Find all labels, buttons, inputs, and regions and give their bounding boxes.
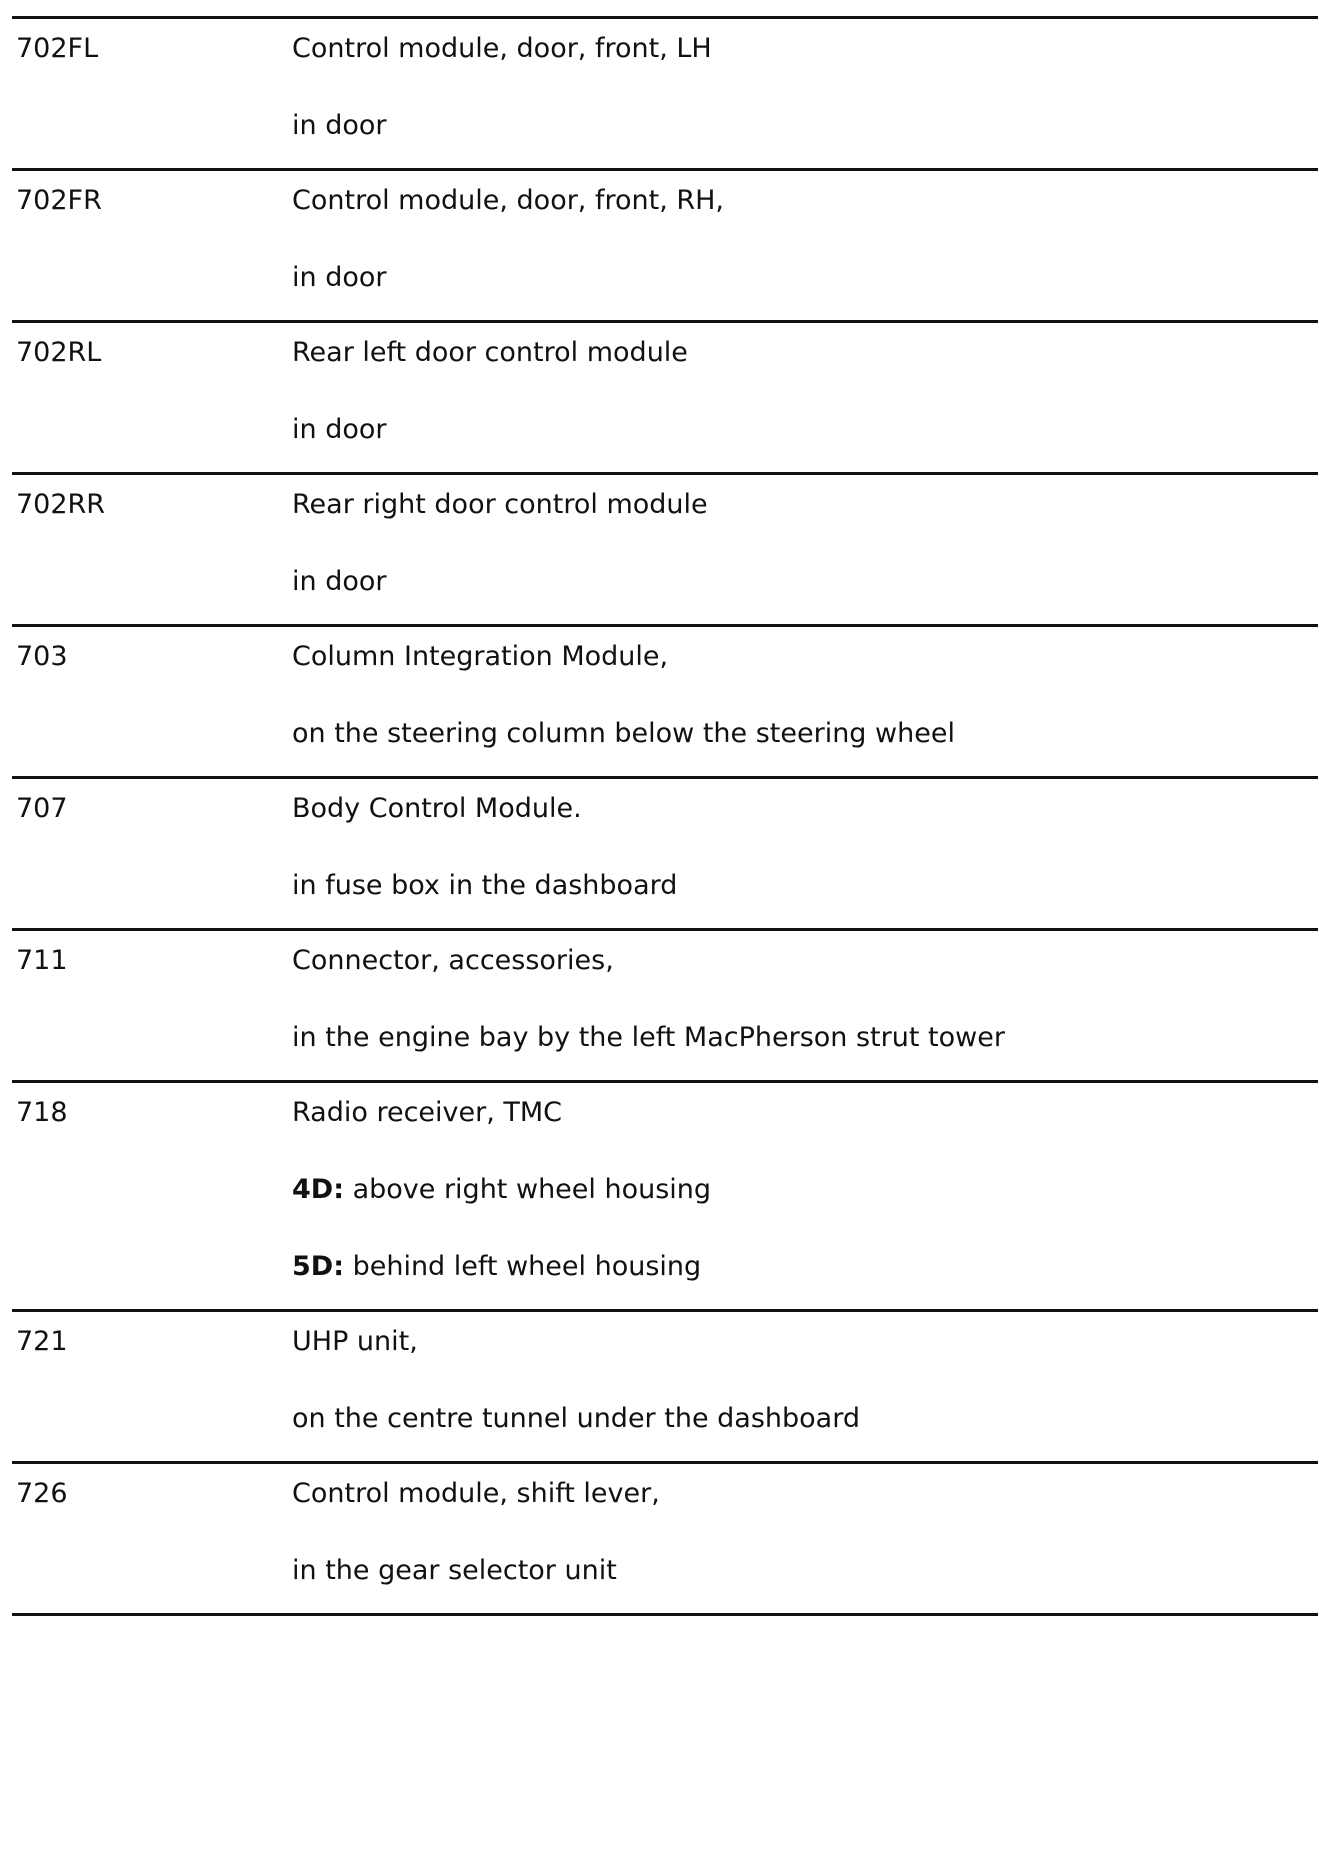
description-line: Rear left door control module <box>292 337 688 368</box>
description-line: Column Integration Module, <box>292 641 669 672</box>
location-line: 5D: behind left wheel housing <box>292 1251 702 1282</box>
location-line: in door <box>292 414 387 445</box>
location-line: in door <box>292 262 387 293</box>
table-row <box>12 1080 1318 1283</box>
table-row <box>12 1461 1318 1616</box>
description-line: Control module, door, front, RH, <box>292 185 725 216</box>
location-line: in door <box>292 110 387 141</box>
table-row <box>12 776 1318 902</box>
location-line: in the engine bay by the left MacPherson strut tower <box>292 1022 1005 1053</box>
component-code: 707 <box>16 793 68 824</box>
component-description <box>292 931 1318 1054</box>
component-code: 711 <box>16 945 68 976</box>
location-line: in door <box>292 566 387 597</box>
component-code: 702FR <box>16 185 102 216</box>
location-line: on the steering column below the steering wheel <box>292 718 955 749</box>
component-code: 702RR <box>16 489 106 520</box>
component-code: 718 <box>16 1097 68 1128</box>
table-row <box>12 1309 1318 1435</box>
component-description <box>292 171 1318 294</box>
table-row <box>12 168 1318 294</box>
table-row <box>12 624 1318 750</box>
table-row <box>12 16 1318 142</box>
component-description <box>292 1083 1318 1283</box>
component-code: 721 <box>16 1326 68 1357</box>
location-line: 4D: above right wheel housing <box>292 1174 712 1205</box>
variant-label-5d: 5D: <box>292 1251 344 1282</box>
location-line: in fuse box in the dashboard <box>292 870 678 901</box>
component-code: 703 <box>16 641 68 672</box>
component-description <box>292 627 1318 750</box>
component-description <box>292 323 1318 446</box>
description-line: Control module, door, front, LH <box>292 33 712 64</box>
location-line: in the gear selector unit <box>292 1555 617 1586</box>
variant-label-4d: 4D: <box>292 1174 344 1205</box>
component-code: 702FL <box>16 33 99 64</box>
table-row <box>12 472 1318 598</box>
table-row <box>12 928 1318 1054</box>
component-location-table <box>12 16 1318 1616</box>
component-description <box>292 1464 1318 1587</box>
component-description <box>292 475 1318 598</box>
component-code: 726 <box>16 1478 68 1509</box>
table-row <box>12 320 1318 446</box>
description-line: UHP unit, <box>292 1326 418 1357</box>
component-description <box>292 1312 1318 1435</box>
description-line: Connector, accessories, <box>292 945 614 976</box>
description-line: Body Control Module. <box>292 793 582 824</box>
description-line: Rear right door control module <box>292 489 708 520</box>
location-line: on the centre tunnel under the dashboard <box>292 1403 860 1434</box>
component-code: 702RL <box>16 337 102 368</box>
description-line: Radio receiver, TMC <box>292 1097 563 1128</box>
description-line: Control module, shift lever, <box>292 1478 660 1509</box>
component-description <box>292 19 1318 142</box>
component-description <box>292 779 1318 902</box>
